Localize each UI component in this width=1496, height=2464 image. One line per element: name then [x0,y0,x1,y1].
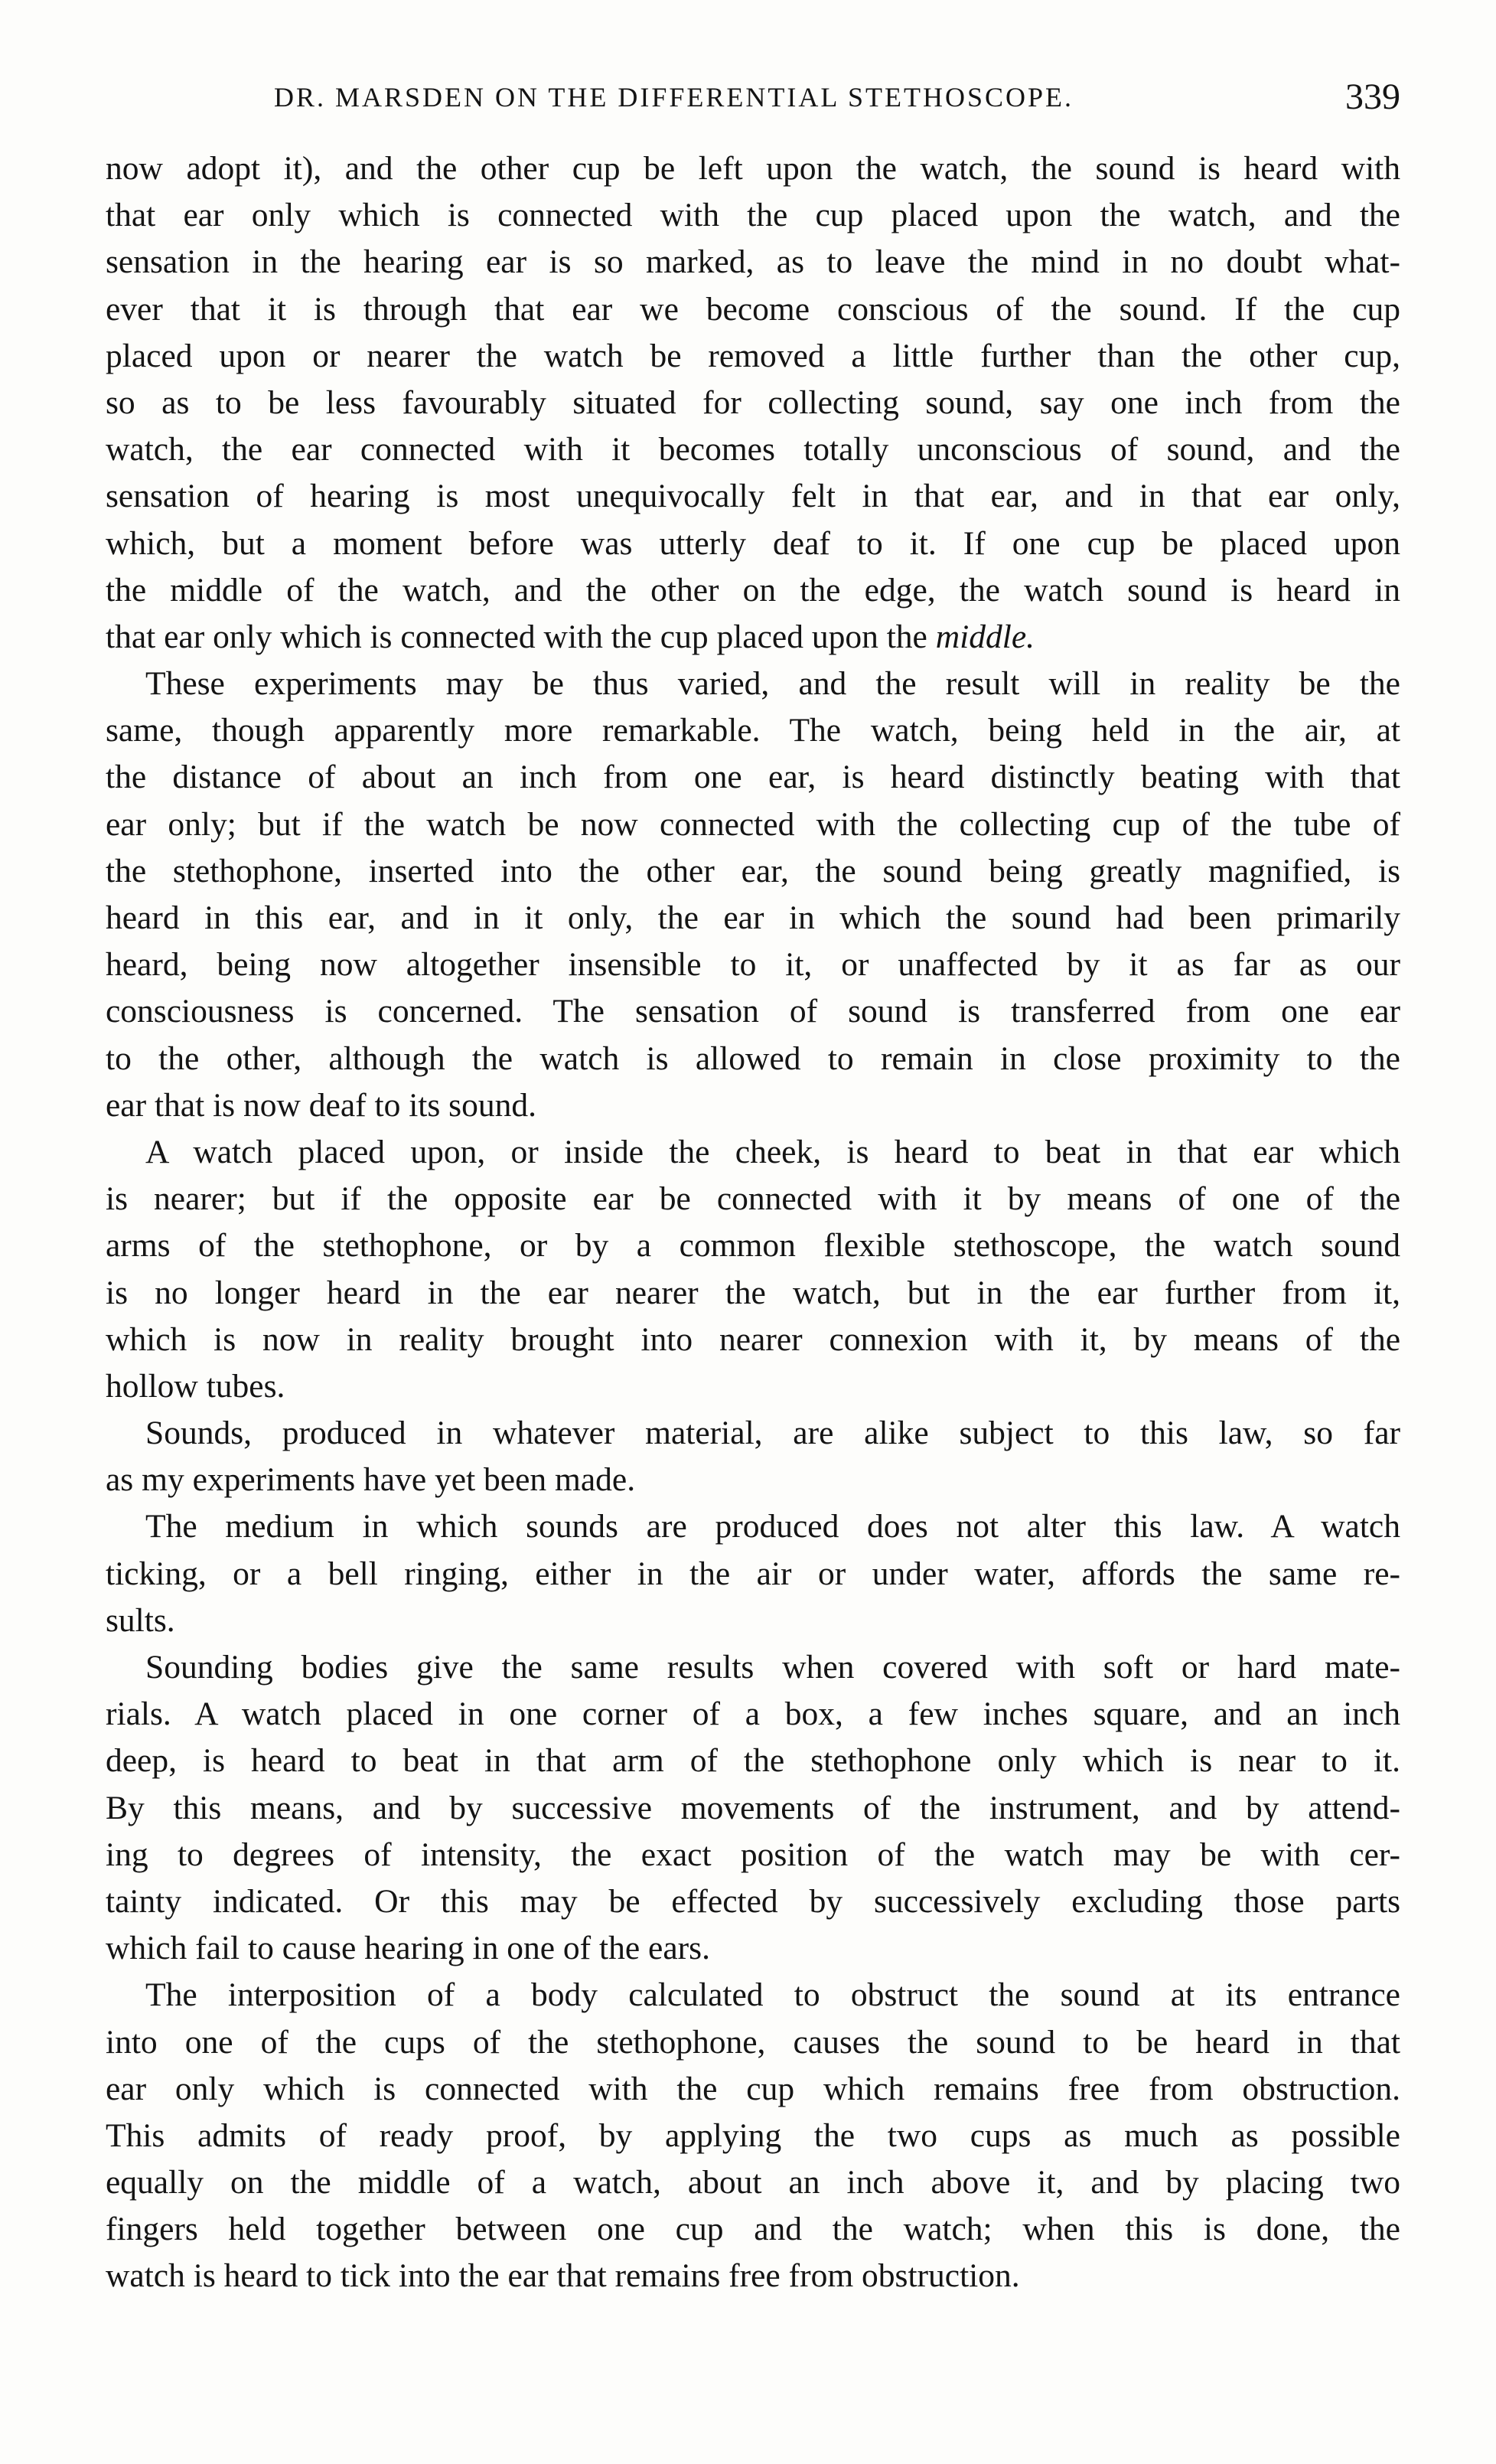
text-line: into one of the cups of the stethophone, causes the sound to be heard in that [106,2023,1400,2061]
text-line: The interposition of a body calculated to obstruct the sound at its entrance [145,1976,1400,2014]
text-line: ear that is now deaf to its sound. [106,1086,536,1124]
text-line: watch, the ear connected with it becomes totally unconscious of sound, and the [106,431,1400,468]
text-line: rials. A watch placed in one corner of a box, a few inches square, and an inch [106,1695,1400,1733]
text-line: heard in this ear, and in it only, the ear in which the sound had been primarily [106,899,1400,936]
text-line: the middle of the watch, and the other on the edge, the watch sound is heard in [106,571,1400,609]
paragraph [106,661,1400,1129]
text-line: that ear only which is connected with the cup placed upon the watch, and the [106,197,1400,234]
text-line: which is now in reality brought into nearer connexion with it, by means of the [106,1320,1400,1358]
text-line: which fail to cause hearing in one of the ears. [106,1930,710,1967]
text-line: sensation of hearing is most unequivocally felt in that ear, and in that ear only, [106,478,1400,515]
text-line: is nearer; but if the opposite ear be connected with it by means of one of the [106,1180,1400,1218]
text-line: Sounding bodies give the same results when covered with soft or hard mate- [145,1649,1400,1686]
text-line: which, but a moment before was utterly deaf to it. If one cup be placed upon [106,524,1400,562]
text-line: heard, being now altogether insensible to it, or unaffected by it as far as our [106,946,1400,984]
text-line: consciousness is concerned. The sensation of sound is transferred from one ear [106,993,1400,1030]
paragraph [106,1410,1400,1503]
text-line: ear only which is connected with the cup which remains free from obstruction. [106,2070,1400,2107]
text-line: ear only; but if the watch be now connected with the collecting cup of the tube of [106,805,1400,843]
text-line: watch is heard to tick into the ear that remains free from obstruction. [106,2257,1020,2295]
text-line: to the other, although the watch is allowed to remain in close proximity to the [106,1039,1400,1077]
text-line: ticking, or a bell ringing, either in the air or under water, affords the same re- [106,1555,1400,1592]
text-line: placed upon or nearer the watch be removed a little further than the other cup, [106,337,1400,374]
text-line: sensation in the hearing ear is so marked, as to leave the mind in no doubt what- [106,243,1400,281]
text-line: as my experiments have yet been made. [106,1461,636,1499]
text-line: sults. [106,1601,175,1639]
text-line: Sounds, produced in whatever material, are alike subject to this law, so far [145,1415,1400,1452]
text-line: By this means, and by successive movements of the instrument, and by attend- [106,1789,1400,1826]
page-number: 339 [1345,77,1400,117]
text-line: The medium in which sounds are produced does not alter this law. A watch [145,1508,1400,1545]
running-head [106,70,1400,124]
text-line: now adopt it), and the other cup be left upon the watch, the sound is heard with [106,150,1400,187]
text-line: hollow tubes. [106,1367,285,1405]
text-line: the stethophone, inserted into the other ear, the sound being greatly magnified, is [106,852,1400,889]
paragraph [106,1644,1400,1972]
text-line: A watch placed upon, or inside the cheek, is heard to beat in that ear which [145,1133,1400,1170]
running-head-title: DR. MARSDEN ON THE DIFFERENTIAL STETHOSCOPE. [274,82,1074,113]
paragraph [106,1972,1400,2299]
text-line: is no longer heard in the ear nearer the watch, but in the ear further from it, [106,1274,1400,1311]
text-line: ever that it is through that ear we become conscious of the sound. If the cup [106,290,1400,328]
emphasis: middle. [935,618,1035,655]
text-line: This admits of ready proof, by applying the two cups as much as possible [106,2116,1400,2154]
text-line: ing to degrees of intensity, the exact position of the watch may be with cer- [106,1836,1400,1873]
paragraph [106,1503,1400,1644]
text-line: arms of the stethophone, or by a common flexible stethoscope, the watch sound [106,1227,1400,1265]
text-line: so as to be less favourably situated for collecting sound, say one inch from the [106,383,1400,421]
text-line: the distance of about an inch from one ear, is heard distinctly beating with that [106,759,1400,796]
paragraph [106,145,1400,661]
text-line: deep, is heard to beat in that arm of the stethophone only which is near to it. [106,1742,1400,1780]
text-line: equally on the middle of a watch, about an inch above it, and by placing two [106,2164,1400,2201]
text-line: These experiments may be thus varied, and the result will in reality be the [145,665,1400,703]
text-line: fingers held together between one cup and the watch; when this is done, the [106,2211,1400,2248]
body-text [106,145,1400,2300]
text-line: that ear only which is connected with the cup placed upon the middle. [106,618,1035,655]
paragraph [106,1129,1400,1410]
text-line: tainty indicated. Or this may be effected by successively excluding those parts [106,1882,1400,1920]
text-line: same, though apparently more remarkable. The watch, being held in the air, at [106,712,1400,749]
